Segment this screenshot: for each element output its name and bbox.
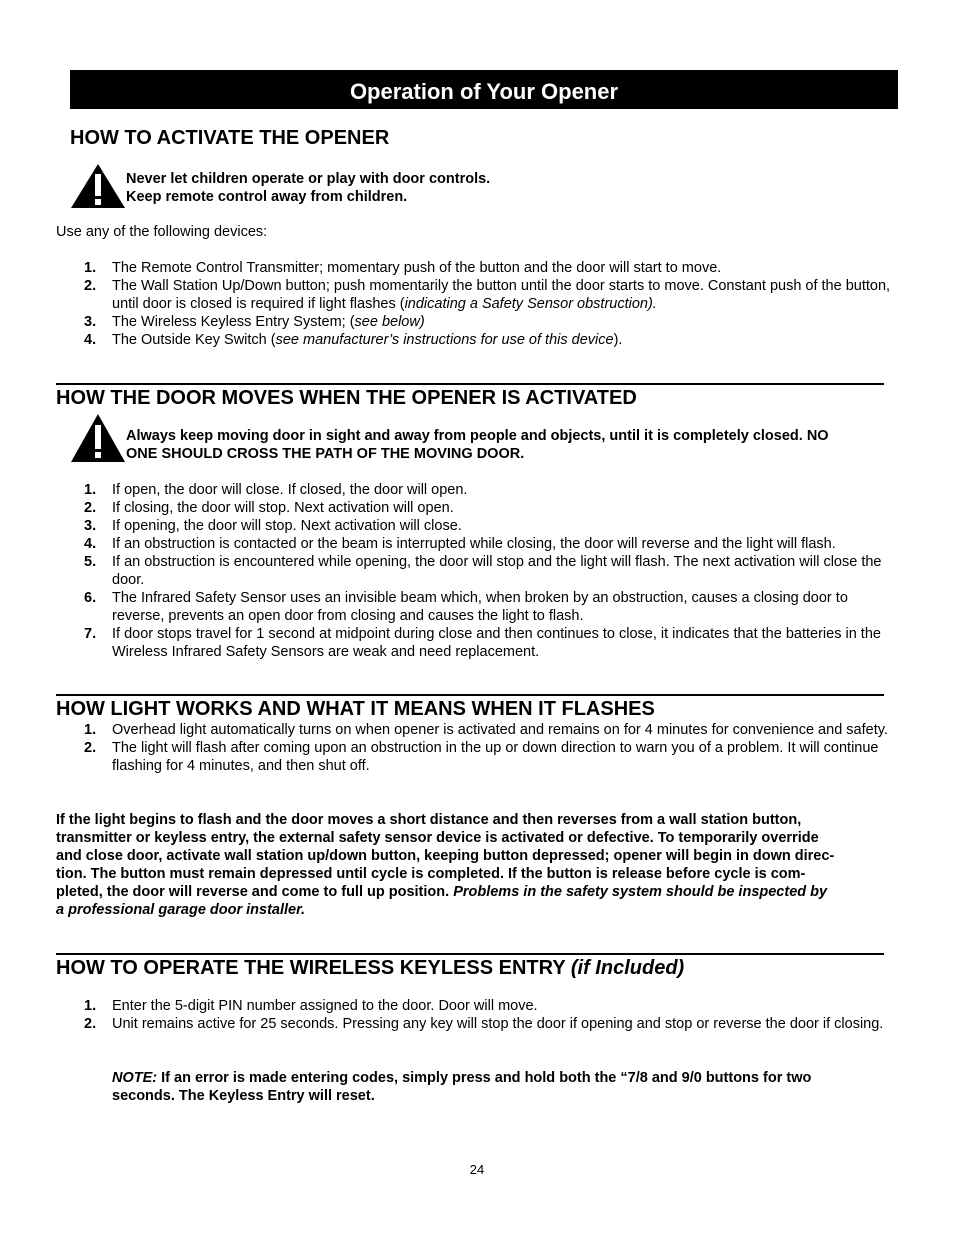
devices-intro: Use any of the following devices: xyxy=(56,224,268,240)
list-item xyxy=(56,481,898,499)
section-heading-light: HOW LIGHT WORKS AND WHAT IT MEANS WHEN IT FLASHES xyxy=(56,698,655,720)
note-line: If the light begins to flash and the door moves a short distance and then reverses from a wall station button, xyxy=(56,812,802,828)
list-text: If opening, the door will stop. Next activation will close. xyxy=(112,518,462,534)
list-text-emphasis: indicating a Safety Sensor obstruction). xyxy=(404,296,657,312)
section-divider xyxy=(56,383,884,385)
warning-line: Never let children operate or play with door controls. xyxy=(126,171,491,187)
section-heading-moves: HOW THE DOOR MOVES WHEN THE OPENER IS ACTIVATED xyxy=(56,387,637,409)
list-text: If open, the door will close. If closed, the door will open. xyxy=(112,482,468,498)
section-divider xyxy=(56,694,884,696)
list-item xyxy=(56,517,898,535)
list-text: The Infrared Safety Sensor uses an invisible beam which, when broken by an obstruction, causes a closing door to reverse, prevents an open door from closing and causes the light to flash. xyxy=(112,590,848,624)
light-override-note xyxy=(56,811,898,919)
list-number: 4. xyxy=(84,536,97,552)
warning-line: ONE SHOULD CROSS THE PATH OF THE MOVING DOOR. xyxy=(126,446,525,462)
note-emphasis: a professional garage door installer. xyxy=(56,902,305,918)
warning-icon xyxy=(70,163,126,209)
warning-line: Always keep moving door in sight and away from people and objects, until it is completely closed. NO xyxy=(126,428,829,444)
warning-children xyxy=(70,163,890,209)
list-number: 1. xyxy=(84,482,97,498)
list-text: Enter the 5-digit PIN number assigned to the door. Door will move. xyxy=(112,998,538,1014)
light-list xyxy=(56,721,898,775)
list-text: If closing, the door will stop. Next activation will open. xyxy=(112,500,454,516)
activate-list xyxy=(56,259,898,349)
section-heading-keyless xyxy=(56,956,684,980)
list-number: 2. xyxy=(84,500,97,516)
list-item xyxy=(56,589,898,625)
heading-text: HOW TO OPERATE THE WIRELESS KEYLESS ENTRY xyxy=(56,957,571,979)
warning-line: Keep remote control away from children. xyxy=(126,189,408,205)
section-divider xyxy=(56,953,884,955)
list-item xyxy=(56,721,898,739)
list-text: The Wireless Keyless Entry System; ( xyxy=(112,314,355,330)
keyless-reset-note xyxy=(112,1069,898,1105)
list-number: 6. xyxy=(84,590,97,606)
list-item xyxy=(56,535,898,553)
list-item xyxy=(56,277,898,313)
page-title: Operation of Your Opener xyxy=(349,79,619,104)
keyless-list xyxy=(56,997,898,1033)
note-label: NOTE: xyxy=(112,1070,158,1086)
heading-emphasis: (if Included) xyxy=(570,957,685,979)
list-text: ). xyxy=(613,332,623,348)
note-line: tion. The button must remain depressed until cycle is completed. If the button is release before cycle is com- xyxy=(56,866,806,882)
list-number: 5. xyxy=(84,554,97,570)
list-number: 1. xyxy=(84,998,97,1014)
moves-list xyxy=(56,481,898,661)
list-number: 3. xyxy=(84,518,97,534)
list-item xyxy=(56,331,898,349)
list-number: 1. xyxy=(84,722,97,738)
warning-icon xyxy=(70,413,126,463)
list-number: 3. xyxy=(84,314,97,330)
list-text-emphasis: see manufacturer’s instructions for use of this device xyxy=(275,332,614,348)
list-number: 4. xyxy=(84,332,97,348)
list-number: 2. xyxy=(84,1016,97,1032)
note-emphasis: Problems in the safety system should be inspected by xyxy=(453,884,828,900)
list-item xyxy=(56,997,898,1015)
list-text: If an obstruction is contacted or the beam is interrupted while closing, the door will reverse and the light will flash. xyxy=(112,536,836,552)
list-text: The Wall Station Up/Down button; push momentarily the button until the door starts to move. Constant push of the button, until door is closed is required if light flashes ( xyxy=(112,278,891,312)
list-text-emphasis: see below) xyxy=(354,314,425,330)
list-number: 2. xyxy=(84,278,97,294)
list-number: 7. xyxy=(84,626,97,642)
list-item xyxy=(56,739,898,775)
note-line: If an error is made entering codes, simply press and hold both the “7/8 and 9/0 buttons for two xyxy=(157,1070,812,1086)
section-heading-activate: HOW TO ACTIVATE THE OPENER xyxy=(70,127,390,149)
list-number: 1. xyxy=(84,260,97,276)
list-item xyxy=(56,259,898,277)
note-line: seconds. The Keyless Entry will reset. xyxy=(112,1088,375,1104)
list-text: If door stops travel for 1 second at midpoint during close and then continues to close, it indicates that the batteries in the Wireless Infrared Safety Sensors are weak and need replacement. xyxy=(112,626,881,660)
list-text: The Remote Control Transmitter; momentary push of the button and the door will start to move. xyxy=(112,260,722,276)
page-title-banner xyxy=(70,70,898,109)
page-number: 24 xyxy=(469,1162,485,1177)
list-text: Overhead light automatically turns on when opener is activated and remains on for 4 minutes for convenience and safety. xyxy=(112,722,888,738)
note-line: transmitter or keyless entry, the external safety sensor device is activated or defective. To temporarily override xyxy=(56,830,819,846)
list-item xyxy=(56,1015,898,1033)
list-text: The Outside Key Switch ( xyxy=(112,332,276,348)
list-number: 2. xyxy=(84,740,97,756)
note-line: pleted, the door will reverse and come to full up position. xyxy=(56,884,454,900)
note-line: and close door, activate wall station up/down button, keeping button depressed; opener will begin in down direc- xyxy=(56,848,835,864)
list-item xyxy=(56,625,898,661)
list-item xyxy=(56,313,898,331)
warning-moving-door xyxy=(70,413,890,463)
list-item xyxy=(56,499,898,517)
list-text: The light will flash after coming upon an obstruction in the up or down direction to warn you of a problem. It will continue flashing for 4 minutes, and then shut off. xyxy=(112,740,879,774)
list-text: Unit remains active for 25 seconds. Pressing any key will stop the door if opening and stop or reverse the door if closing. xyxy=(112,1016,884,1032)
list-text: If an obstruction is encountered while opening, the door will stop and the light will flash. The next activation will close the door. xyxy=(112,554,882,588)
list-item xyxy=(56,553,898,589)
